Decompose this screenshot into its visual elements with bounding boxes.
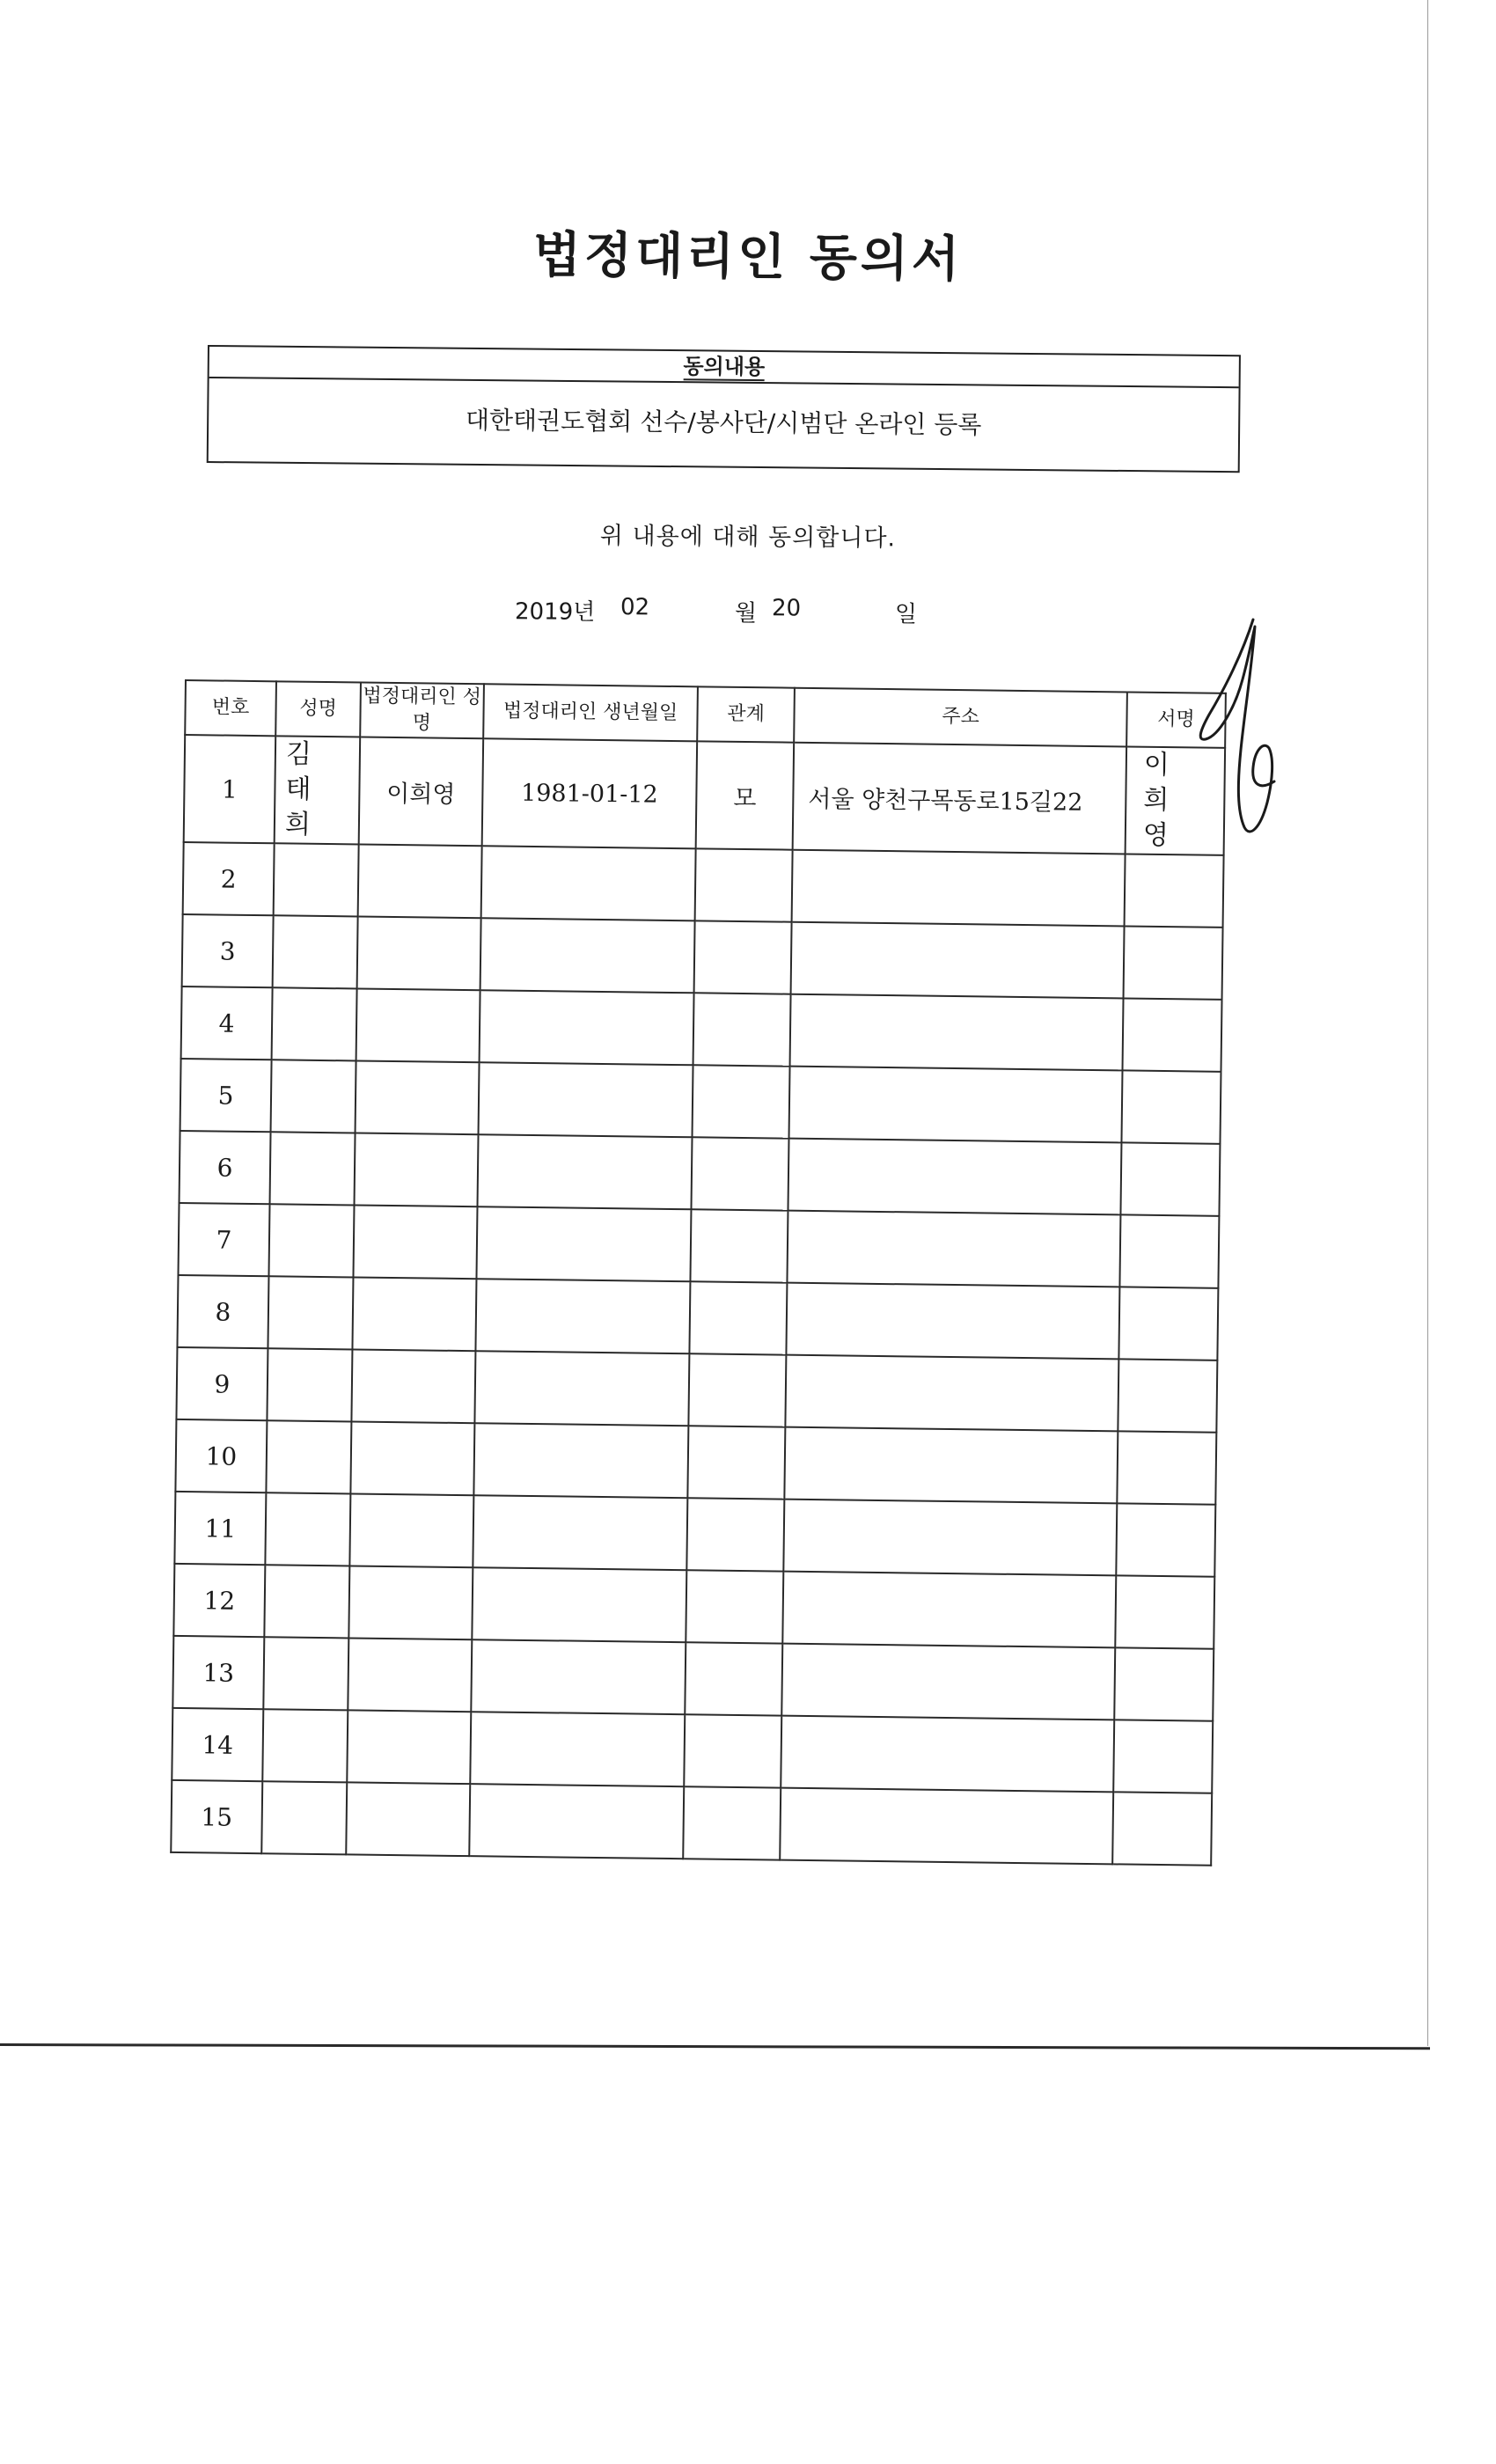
date-day-label: 일 bbox=[894, 601, 918, 628]
cell-signature-text bbox=[1133, 1619, 1197, 1620]
cell-number: 14 bbox=[172, 1708, 263, 1781]
cell-guardian-birth bbox=[473, 1423, 688, 1498]
cell-guardian-name bbox=[351, 1349, 475, 1423]
cell-number: 8 bbox=[177, 1275, 268, 1348]
table-row bbox=[183, 842, 1224, 928]
header-signature: 서명 bbox=[1126, 692, 1226, 747]
cell-relation bbox=[689, 1281, 787, 1354]
cell-number: 2 bbox=[183, 842, 275, 915]
table-row bbox=[171, 1780, 1212, 1866]
cell-name bbox=[265, 1492, 350, 1566]
cell-number: 4 bbox=[181, 986, 273, 1060]
cell-signature bbox=[1125, 854, 1224, 927]
cell-signature-text bbox=[1131, 1836, 1194, 1837]
cell-signature bbox=[1112, 1792, 1212, 1865]
cell-name bbox=[268, 1276, 353, 1349]
cell-signature bbox=[1120, 1142, 1220, 1215]
cell-number: 5 bbox=[180, 1059, 272, 1132]
cell-signature bbox=[1115, 1575, 1214, 1648]
cell-guardian-name bbox=[356, 988, 480, 1062]
cell-signature bbox=[1122, 998, 1221, 1071]
cell-relation bbox=[693, 1065, 790, 1138]
cell-guardian-name bbox=[352, 1277, 476, 1351]
cell-signature-text: 이 희 영 bbox=[1142, 749, 1179, 852]
cell-number: 10 bbox=[175, 1419, 267, 1492]
cell-guardian-birth: 1981-01-12 bbox=[482, 738, 698, 848]
cell-guardian-birth bbox=[480, 918, 695, 993]
cell-name-text bbox=[276, 1536, 340, 1537]
cell-signature-text bbox=[1134, 1547, 1198, 1548]
handwritten-signature bbox=[1190, 618, 1295, 847]
cell-name-text bbox=[275, 1609, 339, 1610]
cell-guardian-birth bbox=[479, 1062, 693, 1137]
document-title: 법정대리인 동의서 bbox=[532, 226, 964, 289]
paper-edge-right bbox=[1427, 0, 1428, 2046]
cell-number: 11 bbox=[174, 1492, 266, 1565]
cell-guardian-birth bbox=[470, 1712, 685, 1786]
table-row bbox=[172, 1708, 1213, 1793]
cell-name bbox=[273, 915, 358, 988]
cell-relation bbox=[694, 920, 792, 994]
cell-relation bbox=[685, 1642, 782, 1715]
cell-number: 9 bbox=[176, 1347, 268, 1420]
table-row bbox=[184, 735, 1225, 855]
cell-relation bbox=[683, 1786, 781, 1859]
header-name: 성명 bbox=[275, 681, 361, 737]
cell-name bbox=[275, 736, 361, 844]
cell-guardian-name bbox=[350, 1421, 474, 1495]
cell-number: 6 bbox=[180, 1131, 271, 1204]
cell-name-text bbox=[278, 1392, 341, 1393]
cell-address bbox=[787, 1211, 1120, 1287]
cell-guardian-birth bbox=[475, 1279, 690, 1353]
header-guardian-name: 법정대리인 성명 bbox=[360, 683, 484, 739]
cell-name bbox=[271, 1060, 356, 1133]
cell-name bbox=[274, 843, 359, 916]
cell-signature-text bbox=[1138, 1258, 1201, 1259]
cell-signature bbox=[1114, 1647, 1214, 1720]
header-address: 주소 bbox=[794, 688, 1127, 747]
table-row bbox=[175, 1419, 1216, 1505]
cell-address bbox=[784, 1427, 1118, 1504]
cell-number: 15 bbox=[171, 1780, 262, 1853]
cell-guardian-birth bbox=[474, 1351, 689, 1426]
header-number: 번호 bbox=[185, 680, 276, 736]
table-row bbox=[181, 986, 1222, 1072]
cell-guardian-name bbox=[357, 916, 481, 990]
cell-signature-text bbox=[1140, 1114, 1203, 1115]
cell-address bbox=[781, 1716, 1114, 1793]
cell-name bbox=[262, 1709, 348, 1782]
cell-relation bbox=[686, 1570, 783, 1643]
cell-relation bbox=[693, 993, 791, 1066]
cell-signature bbox=[1121, 1070, 1221, 1143]
cell-number: 13 bbox=[172, 1636, 264, 1709]
cell-guardian-name bbox=[347, 1710, 471, 1784]
date-day-value: 20 bbox=[771, 595, 802, 622]
cell-name-text: 김 태 희 bbox=[284, 738, 321, 840]
cell-relation bbox=[690, 1209, 788, 1282]
cell-address bbox=[782, 1572, 1116, 1648]
cell-address: 서울 양천구목동로15길22 bbox=[793, 743, 1127, 854]
cell-guardian-birth bbox=[473, 1495, 687, 1570]
cell-relation bbox=[687, 1426, 785, 1499]
cell-name bbox=[263, 1637, 348, 1710]
cell-address bbox=[785, 1355, 1118, 1432]
cell-signature bbox=[1117, 1431, 1216, 1504]
cell-number: 3 bbox=[182, 914, 274, 987]
cell-address bbox=[792, 850, 1126, 927]
cell-guardian-name bbox=[356, 1060, 480, 1134]
cell-relation bbox=[695, 848, 793, 921]
cell-signature-text bbox=[1139, 1186, 1202, 1187]
signature-stroke bbox=[1190, 618, 1295, 847]
cell-guardian-name bbox=[346, 1782, 470, 1856]
cell-relation bbox=[688, 1353, 786, 1426]
cell-name bbox=[267, 1348, 352, 1421]
cell-address bbox=[790, 994, 1124, 1071]
cell-address bbox=[791, 922, 1125, 999]
cell-address bbox=[780, 1788, 1113, 1865]
cell-signature bbox=[1124, 926, 1223, 999]
cell-name-text bbox=[279, 1320, 342, 1321]
table-row bbox=[180, 1131, 1221, 1216]
date-line bbox=[515, 593, 955, 631]
cell-guardian-name bbox=[358, 844, 482, 918]
cell-name-text bbox=[273, 1825, 336, 1826]
paper-edge-bottom bbox=[0, 2043, 1430, 2050]
cell-address bbox=[786, 1283, 1119, 1360]
cell-name bbox=[268, 1204, 354, 1277]
cell-name-text bbox=[275, 1681, 338, 1682]
cell-address bbox=[788, 1067, 1122, 1143]
cell-relation bbox=[686, 1498, 784, 1571]
cell-signature-text bbox=[1135, 1475, 1199, 1476]
cell-guardian-birth bbox=[472, 1567, 686, 1642]
cell-name-text bbox=[277, 1464, 341, 1465]
cell-signature bbox=[1119, 1214, 1219, 1287]
cell-address bbox=[783, 1500, 1117, 1576]
cell-name-text bbox=[274, 1753, 337, 1754]
cell-relation bbox=[691, 1137, 788, 1210]
table-row bbox=[173, 1564, 1214, 1649]
cell-signature-text bbox=[1133, 1691, 1196, 1692]
cell-relation bbox=[684, 1714, 781, 1787]
cell-name-text bbox=[283, 959, 347, 960]
cell-signature-text bbox=[1140, 1042, 1204, 1043]
cell-signature bbox=[1118, 1287, 1218, 1360]
cell-guardian-name bbox=[349, 1493, 473, 1567]
cell-relation: 모 bbox=[696, 741, 795, 849]
table-row bbox=[177, 1275, 1218, 1360]
guardian-table-wrapper bbox=[170, 679, 1225, 1866]
cell-guardian-name bbox=[355, 1133, 479, 1206]
cell-name-text bbox=[282, 1031, 346, 1032]
date-year: 2019년 bbox=[514, 598, 596, 626]
table-row bbox=[182, 914, 1223, 1000]
header-guardian-birth: 법정대리인 생년월일 bbox=[483, 684, 698, 741]
date-month-label: 월 bbox=[734, 600, 758, 627]
cell-number: 12 bbox=[173, 1564, 265, 1637]
consent-content-box bbox=[207, 345, 1241, 473]
cell-guardian-birth bbox=[477, 1134, 692, 1209]
cell-guardian-birth bbox=[471, 1639, 686, 1714]
cell-name-text bbox=[280, 1248, 343, 1249]
cell-name bbox=[264, 1565, 349, 1638]
cell-name bbox=[272, 987, 357, 1060]
cell-guardian-name bbox=[348, 1566, 473, 1639]
cell-name-text bbox=[281, 1176, 344, 1177]
cell-name bbox=[266, 1420, 351, 1493]
cell-signature bbox=[1116, 1503, 1215, 1576]
consent-body: 대한태권도협회 선수/봉사단/시범단 온라인 등록 bbox=[465, 405, 982, 440]
cell-guardian-name bbox=[348, 1638, 472, 1712]
table-row bbox=[178, 1203, 1219, 1288]
cell-address bbox=[781, 1644, 1115, 1720]
table-row bbox=[180, 1059, 1221, 1144]
cell-name-text bbox=[284, 887, 348, 888]
guardian-table bbox=[170, 679, 1227, 1866]
cell-address bbox=[788, 1139, 1121, 1215]
cell-signature-text bbox=[1136, 1403, 1199, 1404]
cell-guardian-birth bbox=[481, 846, 696, 920]
cell-signature-text bbox=[1141, 970, 1205, 971]
cell-guardian-name bbox=[353, 1205, 477, 1279]
cell-number: 7 bbox=[178, 1203, 269, 1276]
table-row bbox=[172, 1636, 1214, 1721]
consent-header-label: 동의내용 bbox=[683, 354, 766, 380]
cell-guardian-birth bbox=[469, 1784, 684, 1859]
agreement-statement: 위 내용에 대해 동의합니다. bbox=[599, 522, 897, 553]
table-row bbox=[176, 1347, 1217, 1433]
cell-signature bbox=[1118, 1359, 1217, 1432]
cell-name bbox=[261, 1781, 347, 1854]
cell-number: 1 bbox=[184, 735, 276, 843]
table-row bbox=[174, 1492, 1215, 1577]
cell-guardian-birth bbox=[480, 990, 694, 1065]
cell-guardian-name: 이희영 bbox=[359, 737, 484, 847]
table-body bbox=[171, 735, 1225, 1866]
cell-signature bbox=[1113, 1720, 1213, 1793]
cell-name bbox=[270, 1132, 356, 1205]
cell-guardian-birth bbox=[476, 1206, 691, 1281]
date-month-value: 02 bbox=[620, 594, 650, 621]
header-relation: 관계 bbox=[697, 686, 795, 742]
